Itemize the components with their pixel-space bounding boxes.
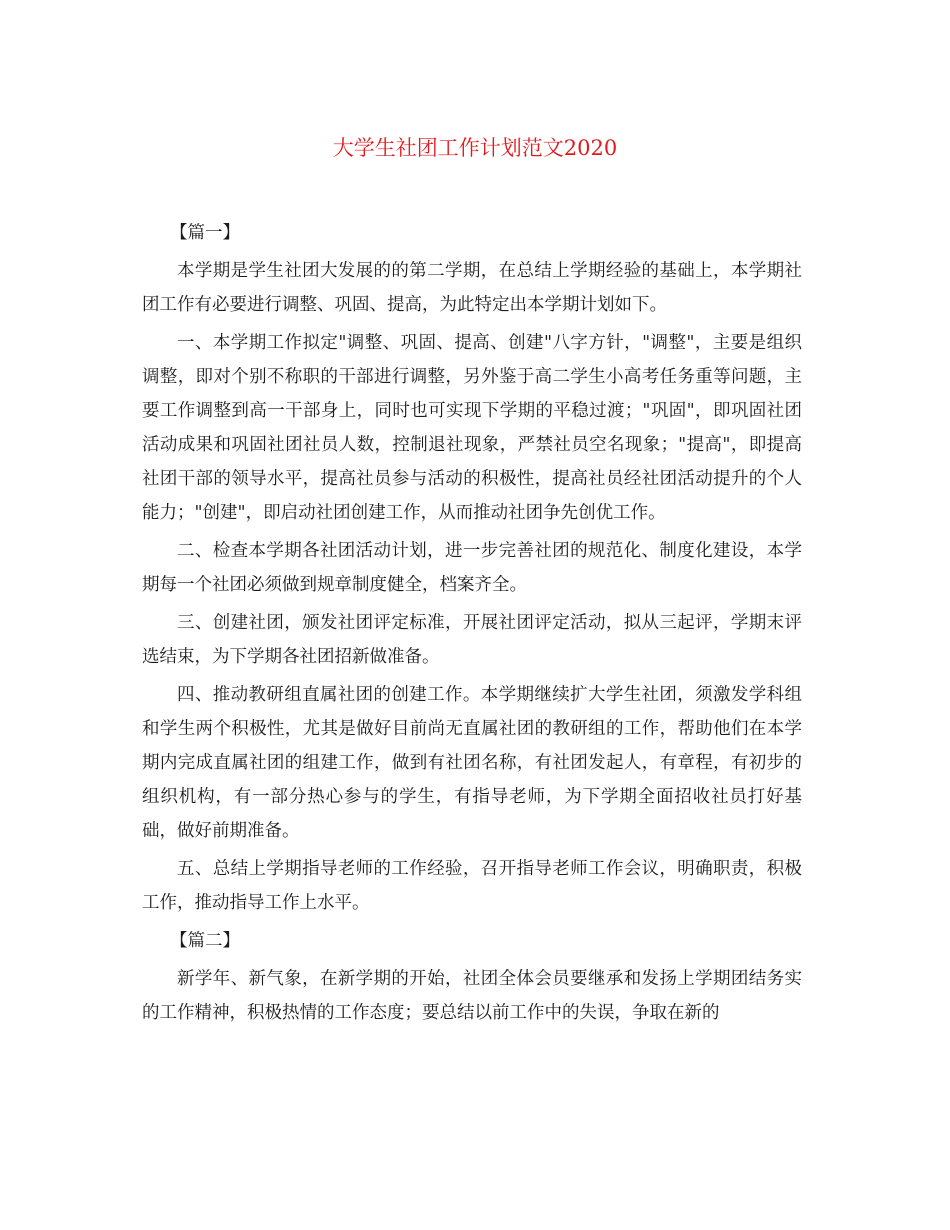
section-heading-2: 【篇二】 bbox=[170, 931, 240, 951]
paragraph-intro: 本学期是学生社团大发展的的第二学期，在总结上学期经验的基础上，本学期社团工作有必要进行调整、巩固、提高，为此特定出本学期计划如下。 bbox=[142, 261, 802, 315]
document-body bbox=[142, 216, 802, 1034]
document-title: 大学生社团工作计划范文2020 bbox=[332, 136, 618, 160]
paragraph-section2-intro: 新学年、新气象，在新学期的开始，社团全体会员要继承和发扬上学期团结务实的工作精神，积极热情的工作态度；要总结以前工作中的失误，争取在新的 bbox=[142, 969, 802, 1023]
paragraph-item-4: 四、推动教研组直属社团的创建工作。本学期继续扩大学生社团，须激发学科组和学生两个积极性，尤其是做好目前尚无直属社团的教研组的工作，帮助他们在本学期内完成直属社团的组建工作，做到有社团名称，有社团发起人，有章程，有初步的组织机构，有一部分热心参与的学生，有指导老师，为下学期全面招收社员打好基础，做好前期准备。 bbox=[142, 685, 802, 841]
paragraph-item-5: 五、总结上学期指导老师的工作经验，召开指导老师工作会议，明确职责，积极工作，推动指导工作上水平。 bbox=[142, 859, 802, 913]
paragraph-item-3: 三、创建社团，颁发社团评定标准，开展社团评定活动，拟从三起评，学期末评选结束，为下学期各社团招新做准备。 bbox=[142, 613, 802, 667]
section-heading-1: 【篇一】 bbox=[170, 223, 240, 243]
paragraph-item-2: 二、检查本学期各社团活动计划，进一步完善社团的规范化、制度化建设，本学期每一个社团必须做到规章制度健全，档案齐全。 bbox=[142, 541, 802, 595]
paragraph-item-1: 一、本学期工作拟定"调整、巩固、提高、创建"八字方针，"调整"，主要是组织调整，即对个别不称职的干部进行调整，另外鉴于高二学生小高考任务重等问题，主要工作调整到高一干部身上，同时也可实现下学期的平稳过渡；"巩固"，即巩固社团活动成果和巩固社团社员人数，控制退社现象，严禁社员空名现象；"提高"，即提高社团干部的领导水平，提高社员参与活动的积极性，提高社员经社团活动提升的个人能力；"创建"，即启动社团创建工作，从而推动社团争先创优工作。 bbox=[142, 333, 802, 523]
